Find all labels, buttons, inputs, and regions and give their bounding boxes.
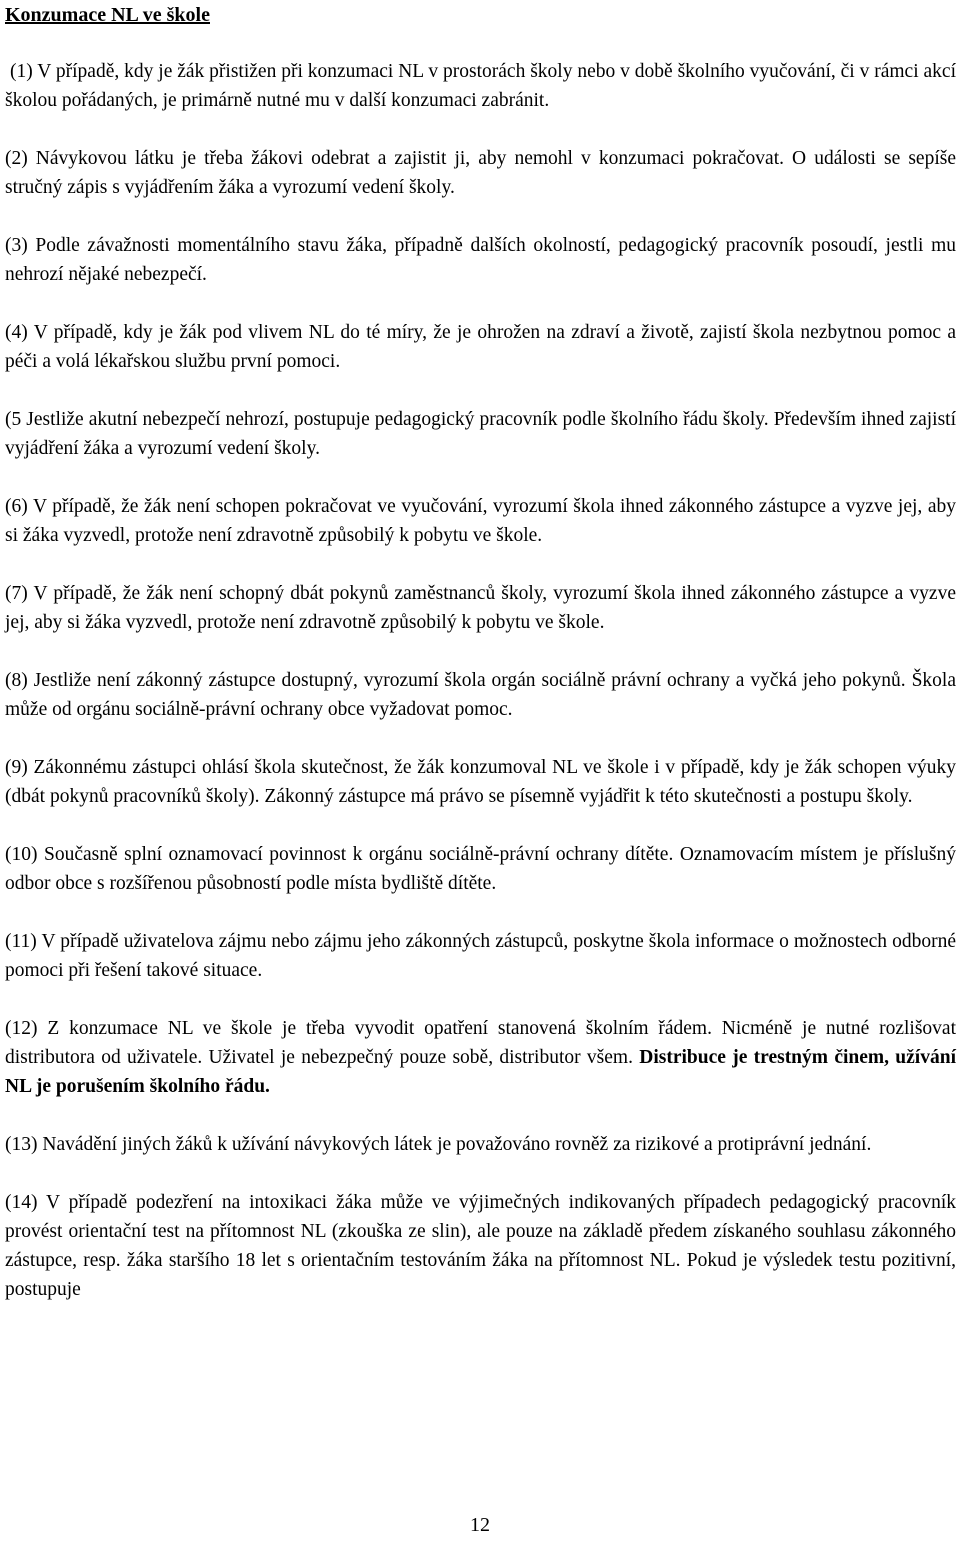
paragraph-14: (14) V případě podezření na intoxikaci žáka může ve výjimečných indikovaných případech pedagogický pracovník provést orientační test na přítomnost NL (zkouška ze slin), ale pouze na základě předem získaného souhlasu zákonného zástupce, resp. žáka staršího 18 let s orientačním testováním žáka na přítomnost NL. Pokud je výsledek testu pozitivní, postupuje	[5, 1192, 956, 1300]
paragraph-1: (1) V případě, kdy je žák přistižen při konzumaci NL v prostorách školy nebo v době školního vyučování, či v rámci akcí školou pořádaných, je primárně nutné mu v další konzumaci zabránit.	[5, 61, 956, 111]
paragraph-12-text: (12) Z konzumace NL ve škole je třeba vyvodit opatření stanovená školním řádem. Nicméně je nutné rozlišovat distributora od uživatele. Uživatel je nebezpečný pouze sobě, distributor všem.	[5, 1018, 956, 1068]
paragraph-4: (4) V případě, kdy je žák pod vlivem NL do té míry, že je ohrožen na zdraví a životě, zajistí škola nezbytnou pomoc a péči a volá lékařskou službu první pomoci.	[5, 322, 956, 372]
paragraph-12-bold: Distribuce je trestným činem, užívání NL je porušením školního řádu.	[5, 1047, 956, 1097]
paragraph-8: (8) Jestliže není zákonný zástupce dostupný, vyrozumí škola orgán sociálně právní ochrany a vyčká jeho pokynů. Škola může od orgánu sociálně-právní ochrany obce vyžadovat pomoc.	[5, 670, 956, 720]
paragraph-7: (7) V případě, že žák není schopný dbát pokynů zaměstnanců školy, vyrozumí škola ihned zákonného zástupce a vyzve jej, aby si žáka vyzvedl, protože není zdravotně způsobilý k pobytu ve škole.	[5, 583, 956, 633]
paragraph-2: (2) Návykovou látku je třeba žákovi odebrat a zajistit ji, aby nemohl v konzumaci pokračovat. O události se sepíše stručný zápis s vyjádřením žáka a vyrozumí vedení školy.	[5, 148, 956, 198]
paragraph-11: (11) V případě uživatelova zájmu nebo zájmu jeho zákonných zástupců, poskytne škola informace o možnostech odborné pomoci při řešení takové situace.	[5, 931, 956, 981]
paragraph-5: (5 Jestliže akutní nebezpečí nehrozí, postupuje pedagogický pracovník podle školního řádu školy. Především ihned zajistí vyjádření žáka a vyrozumí vedení školy.	[5, 409, 956, 459]
paragraph-10: (10) Současně splní oznamovací povinnost k orgánu sociálně-právní ochrany dítěte. Oznamovacím místem je příslušný odbor obce s rozšířenou působností podle místa bydliště dítěte.	[5, 844, 956, 894]
paragraph-3: (3) Podle závažnosti momentálního stavu žáka, případně dalších okolností, pedagogický pracovník posoudí, jestli mu nehrozí nějaké nebezpečí.	[5, 235, 956, 285]
paragraph-12	[5, 1014, 956, 1101]
page-number: 12	[470, 1514, 490, 1536]
page-title: Konzumace NL ve škole	[5, 4, 210, 26]
document-page	[5, 0, 956, 1333]
paragraph-6: (6) V případě, že žák není schopen pokračovat ve vyučování, vyrozumí škola ihned zákonného zástupce a vyzve jej, aby si žáka vyzvedl, protože není zdravotně způsobilý k pobytu ve škole.	[5, 496, 956, 546]
paragraph-9: (9) Zákonnému zástupci ohlásí škola skutečnost, že žák konzumoval NL ve škole i v případě, kdy je žák schopen výuky (dbát pokynů pracovníků školy). Zákonný zástupce má právo se písemně vyjádřit k této skutečnosti a postupu školy.	[5, 757, 956, 807]
paragraph-13: (13) Navádění jiných žáků k užívání návykových látek je považováno rovněž za rizikové a protiprávní jednání.	[5, 1134, 872, 1155]
